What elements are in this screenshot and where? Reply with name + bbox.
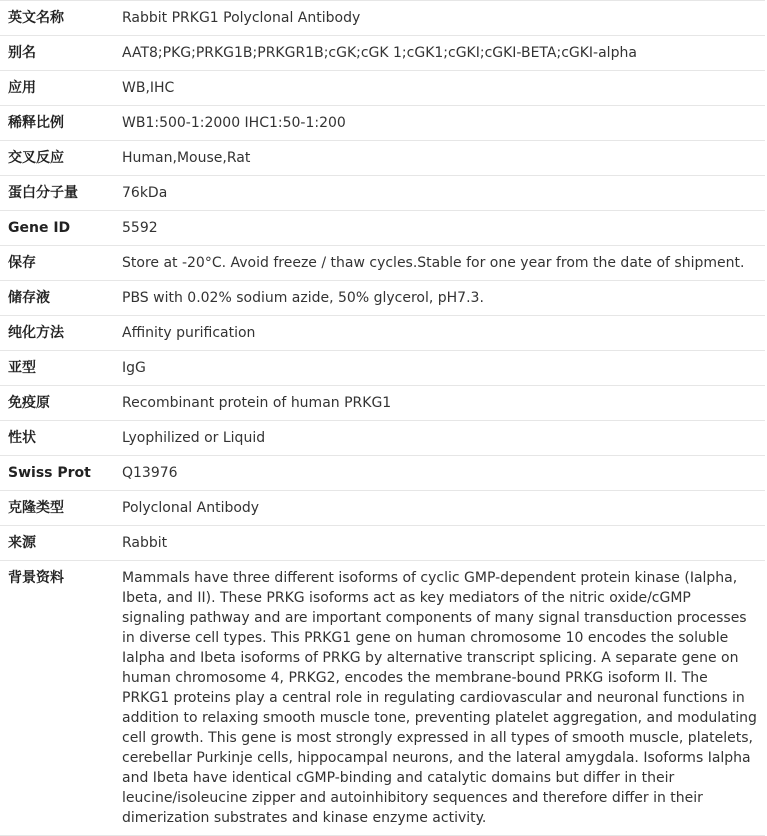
spec-key: Swiss Prot	[0, 456, 122, 491]
spec-row-host	[0, 526, 765, 561]
spec-value: Rabbit PRKG1 Polyclonal Antibody	[122, 1, 765, 36]
spec-row-dilution	[0, 106, 765, 141]
spec-value: 5592	[122, 211, 765, 246]
spec-value: PBS with 0.02% sodium azide, 50% glycerol, pH7.3.	[122, 281, 765, 316]
spec-value: WB1:500-1:2000 IHC1:50-1:200	[122, 106, 765, 141]
spec-key: 免疫原	[0, 386, 122, 421]
spec-row-application	[0, 71, 765, 106]
spec-key: 背景资料	[0, 561, 122, 836]
spec-key: 亚型	[0, 351, 122, 386]
spec-value-background: Mammals have three different isoforms of cyclic GMP-dependent protein kinase (Ialpha, Ibeta, and II). These PRKG isoforms act as key mediators of the nitric oxide/cGMP signaling pathway and are important components of many signal transduction processes in diverse cell types. This PRKG1 gene on human chromosome 10 encodes the soluble Ialpha and Ibeta isoforms of PRKG by alternative transcript splicing. A separate gene on human chromosome 4, PRKG2, encodes the membrane-bound PRKG isoform II. The PRKG1 proteins play a central role in regulating cardiovascular and neuronal functions in addition to relaxing smooth muscle tone, preventing platelet aggregation, and modulating cell growth. This gene is most strongly expressed in all types of smooth muscle, platelets, cerebellar Purkinje cells, hippocampal neurons, and the lateral amygdala. Isoforms Ialpha and Ibeta have identical cGMP-binding and catalytic domains but differ in their leucine/isoleucine zipper and autoinhibitory sequences and therefore differ in their dimerization substrates and kinase enzyme activity.	[122, 561, 765, 836]
spec-row-reactivity	[0, 141, 765, 176]
spec-key: 储存液	[0, 281, 122, 316]
spec-row-alias	[0, 36, 765, 71]
spec-value: Rabbit	[122, 526, 765, 561]
spec-row-english-name	[0, 1, 765, 36]
spec-key: 应用	[0, 71, 122, 106]
spec-key: Gene ID	[0, 211, 122, 246]
spec-value: Human,Mouse,Rat	[122, 141, 765, 176]
spec-key: 别名	[0, 36, 122, 71]
spec-value: Lyophilized or Liquid	[122, 421, 765, 456]
spec-value: Store at -20°C. Avoid freeze / thaw cycles.Stable for one year from the date of shipment.	[122, 246, 765, 281]
spec-row-gene-id	[0, 211, 765, 246]
spec-value: WB,IHC	[122, 71, 765, 106]
spec-row-purification	[0, 316, 765, 351]
spec-row-isotype	[0, 351, 765, 386]
spec-row-immunogen	[0, 386, 765, 421]
spec-value: Q13976	[122, 456, 765, 491]
spec-value: Recombinant protein of human PRKG1	[122, 386, 765, 421]
spec-row-clonality	[0, 491, 765, 526]
spec-key: 克隆类型	[0, 491, 122, 526]
spec-key: 英文名称	[0, 1, 122, 36]
spec-key: 蛋白分子量	[0, 176, 122, 211]
spec-row-buffer	[0, 281, 765, 316]
spec-value: 76kDa	[122, 176, 765, 211]
spec-value: AAT8;PKG;PRKG1B;PRKGR1B;cGK;cGK 1;cGK1;cGKI;cGKI-BETA;cGKI-alpha	[122, 36, 765, 71]
spec-key: 稀释比例	[0, 106, 122, 141]
spec-value: IgG	[122, 351, 765, 386]
spec-value: Affinity purification	[122, 316, 765, 351]
spec-row-molecular-weight	[0, 176, 765, 211]
spec-key: 交叉反应	[0, 141, 122, 176]
spec-key: 性状	[0, 421, 122, 456]
spec-row-background	[0, 561, 765, 836]
spec-row-form	[0, 421, 765, 456]
spec-value: Polyclonal Antibody	[122, 491, 765, 526]
spec-row-swiss-prot	[0, 456, 765, 491]
spec-row-storage	[0, 246, 765, 281]
spec-key: 来源	[0, 526, 122, 561]
spec-key: 纯化方法	[0, 316, 122, 351]
spec-key: 保存	[0, 246, 122, 281]
